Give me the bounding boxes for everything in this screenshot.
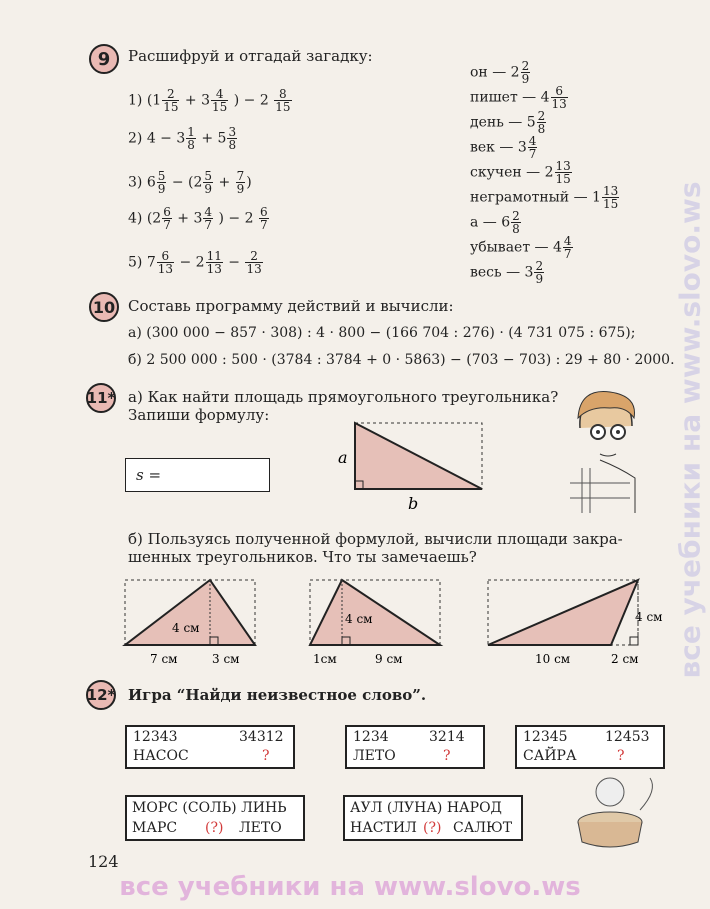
tri3-left-label: 10 см	[535, 652, 571, 666]
answer-1: он — 2 $\frac{2}{9}$	[470, 59, 530, 86]
tri1-height-label: 4 см	[172, 621, 200, 635]
formula-label: s =	[136, 466, 162, 484]
word-pair-card-2	[343, 795, 523, 841]
task-10-title: Составь программу действий и вычисли:	[128, 297, 454, 315]
exercise-3: 3) 6 $\frac{5}{9}$ − (2 $\frac{5}{9}$ + $\frac{7}{9}$ )	[128, 169, 252, 196]
pair2-line2-left: НАСТИЛ	[350, 820, 417, 836]
card3-word: САЙРА	[523, 748, 577, 764]
side-b-label: b	[408, 494, 419, 513]
bottom-watermark: все учебники на www.slovo.ws	[119, 872, 581, 902]
pair1-question: (?)	[205, 820, 224, 836]
tri2-right-label: 9 см	[375, 652, 403, 666]
exercise-2: 2) 4 − 3 $\frac{1}{8}$ + 5 $\frac{3}{8}$	[128, 125, 237, 152]
exercise-5: 5) 7 $\frac{6}{13}$ − 2 $\frac{11}{13}$ − $\frac{2}{13}$	[128, 249, 262, 276]
card3-question: ?	[617, 748, 625, 764]
task-12-badge: 12*	[86, 680, 116, 710]
answer-8: убывает — 4 $\frac{4}{7}$	[470, 234, 572, 261]
card2-code2: 3214	[429, 729, 465, 745]
pair1-line2-right: ЛЕТО	[239, 820, 282, 836]
right-triangle-diagram	[330, 415, 490, 515]
task-10-a: а) (300 000 − 857 · 308) : 4 · 800 − (166 704 : 276) · (4 731 075 : 675);	[128, 325, 636, 341]
card1-code2: 34312	[239, 729, 284, 745]
task-12-title: Игра “Найди неизвестное слово”.	[128, 686, 427, 704]
pair2-line1: АУЛ (ЛУНА) НАРОД	[350, 800, 502, 816]
code-card-3	[515, 725, 665, 769]
pot-illustration	[570, 770, 660, 850]
answer-7: а — 6 $\frac{2}{8}$	[470, 209, 520, 236]
card2-code1: 1234	[353, 729, 389, 745]
boy-illustration	[560, 388, 660, 518]
card3-code2: 12453	[605, 729, 650, 745]
exercise-4: 4) (2 $\frac{6}{7}$ + 3 $\frac{4}{7}$ ) − 2 $\frac{6}{7}$	[128, 205, 268, 232]
task-10-b: б) 2 500 000 : 500 · (3784 : 3784 + 0 · 5863) − (703 − 703) : 29 + 80 · 2000.	[128, 352, 675, 368]
pair1-line2-left: МАРС	[132, 820, 178, 836]
card1-question: ?	[262, 748, 270, 764]
card3-code1: 12345	[523, 729, 568, 745]
exercise-1: 1) (1 $\frac{2}{15}$ + 3 $\frac{4}{15}$ ) − 2 $\frac{8}{15}$	[128, 87, 291, 114]
task-11-a-line2: Запиши формулу:	[128, 406, 270, 424]
answer-6: неграмотный — 1 $\frac{13}{15}$	[470, 184, 619, 211]
task-11-badge: 11*	[86, 383, 116, 413]
tri3-height-label: 4 см	[635, 610, 663, 624]
tri3-right-label: 2 см	[611, 652, 639, 666]
pair1-line1: МОРС (СОЛЬ) ЛИНЬ	[132, 800, 287, 816]
card2-question: ?	[443, 748, 451, 764]
answer-9: весь — 3 $\frac{2}{9}$	[470, 259, 544, 286]
triangle-2	[305, 575, 455, 670]
triangle-1	[120, 575, 265, 670]
side-a-label: a	[338, 448, 348, 467]
pair2-question: (?)	[423, 820, 442, 836]
formula-box[interactable]	[125, 458, 270, 492]
code-card-1	[125, 725, 295, 769]
answer-3: день — 5 $\frac{2}{8}$	[470, 109, 546, 136]
card1-word: НАСОС	[133, 748, 189, 764]
triangle-3	[483, 575, 668, 670]
task-11-a-line1: а) Как найти площадь прямоугольного треугольника?	[128, 388, 559, 406]
tri2-left-label: 1см	[313, 652, 337, 666]
task-11-b-line1: б) Пользуясь полученной формулой, вычисли площади закра-	[128, 530, 623, 548]
task-10-badge: 10	[89, 292, 119, 322]
tri2-height-label: 4 см	[345, 612, 373, 626]
page-number: 124	[88, 852, 119, 871]
word-pair-card-1	[125, 795, 305, 841]
code-card-2	[345, 725, 485, 769]
tri1-left-label: 7 см	[150, 652, 178, 666]
answer-2: пишет — 4 $\frac{6}{13}$	[470, 84, 567, 111]
task-11-b-line2: шенных треугольников. Что ты замечаешь?	[128, 548, 477, 566]
card1-code1: 12343	[133, 729, 178, 745]
side-watermark: все учебники на www.slovo.ws	[673, 181, 707, 679]
task-9-badge: 9	[89, 44, 119, 74]
task-9-title: Расшифруй и отгадай загадку:	[128, 47, 373, 65]
tri1-right-label: 3 см	[212, 652, 240, 666]
answer-4: век — 3 $\frac{4}{7}$	[470, 134, 537, 161]
pair2-line2-right: САЛЮТ	[453, 820, 513, 836]
card2-word: ЛЕТО	[353, 748, 396, 764]
answer-5: скучен — 2 $\frac{13}{15}$	[470, 159, 571, 186]
